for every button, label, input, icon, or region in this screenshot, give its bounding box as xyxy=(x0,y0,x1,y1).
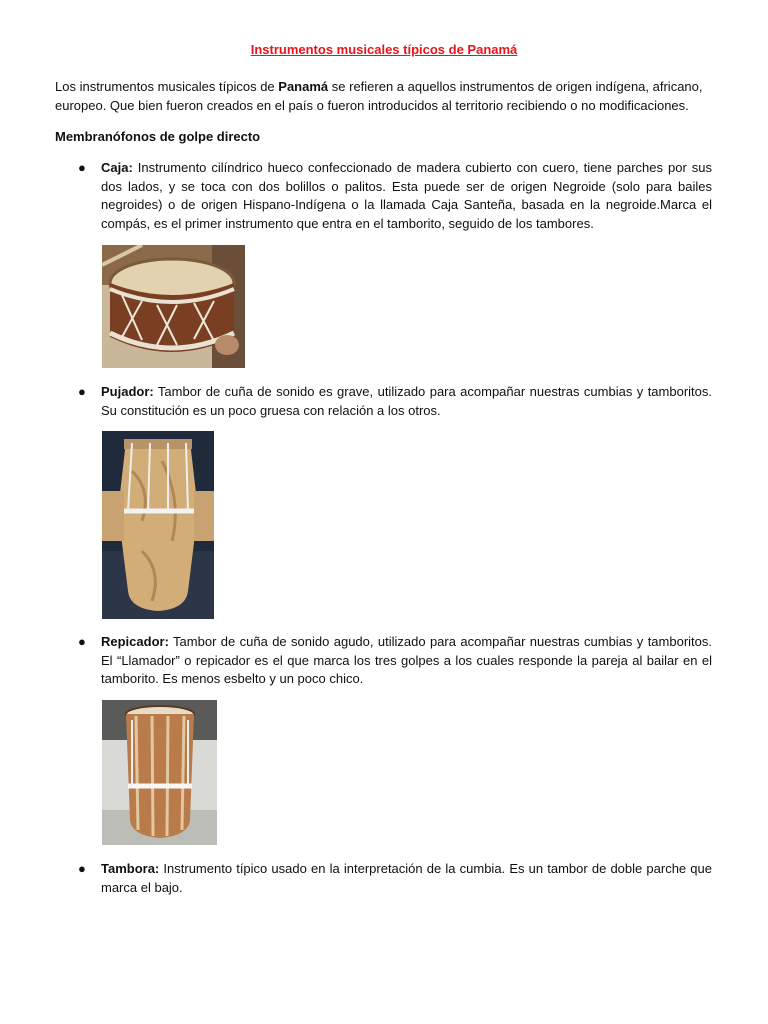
list-item-description: Instrumento típico usado en la interpretación de la cumbia. Es un tambor de doble parche que marca el bajo. xyxy=(101,861,712,895)
list-item-caja xyxy=(78,159,712,233)
list-item-pujador xyxy=(78,383,712,420)
caja-drum-photo xyxy=(102,245,245,368)
list-item-text xyxy=(101,633,712,689)
list-item-text xyxy=(101,383,712,420)
bullet-icon: ● xyxy=(78,634,86,649)
intro-bold-panama: Panamá xyxy=(278,79,329,94)
list-item-term: Caja: xyxy=(101,160,133,175)
bullet-icon: ● xyxy=(78,861,86,876)
section-heading: Membranófonos de golpe directo xyxy=(55,129,261,144)
repicador-drum-photo xyxy=(102,700,217,845)
intro-text-before: Los instrumentos musicales típicos de xyxy=(55,79,279,94)
intro-text-after: se refieren a aquellos instrumentos de origen indígena, africano, europeo. Que bien fueron creados en el país o fueron introducidos al territorio recibiendo o no modificaciones. xyxy=(55,79,703,113)
bullet-icon: ● xyxy=(78,160,86,175)
list-item-repicador xyxy=(78,633,712,689)
list-item-text xyxy=(101,860,712,897)
list-item-description: Instrumento cilíndrico hueco confeccionado de madera cubierto con cuero, tiene parches por sus dos lados, y se toca con dos bolillos o palitos. Esta puede ser de origen Negroide (solo para bailes negroides) o de origen Hispano-Indígena o la llamada Caja Santeña, basada en la negroide.Marca el compás, es el primer instrumento que entra en el tamborito, seguido de los tambores. xyxy=(101,160,712,231)
intro-paragraph xyxy=(55,78,712,115)
list-item-description: Tambor de cuña de sonido es grave, utilizado para acompañar nuestras cumbias y tamboritos. Su constitución es un poco gruesa con relación a los otros. xyxy=(101,384,712,418)
list-item-text xyxy=(101,159,712,233)
pujador-drum-photo xyxy=(102,431,214,619)
list-item-description: Tambor de cuña de sonido agudo, utilizado para acompañar nuestras cumbias y tamboritos. El “Llamador” o repicador es el que marca los tres golpes a los cuales responde la pareja al bailar en el tamborito. Es menos esbelto y un poco chico. xyxy=(101,634,712,686)
list-item-term: Repicador: xyxy=(101,634,169,649)
list-item-term: Pujador: xyxy=(101,384,154,399)
bullet-icon: ● xyxy=(78,384,86,399)
list-item-term: Tambora: xyxy=(101,861,160,876)
list-item-tambora xyxy=(78,860,712,897)
document-title: Instrumentos musicales típicos de Panamá xyxy=(250,42,518,57)
